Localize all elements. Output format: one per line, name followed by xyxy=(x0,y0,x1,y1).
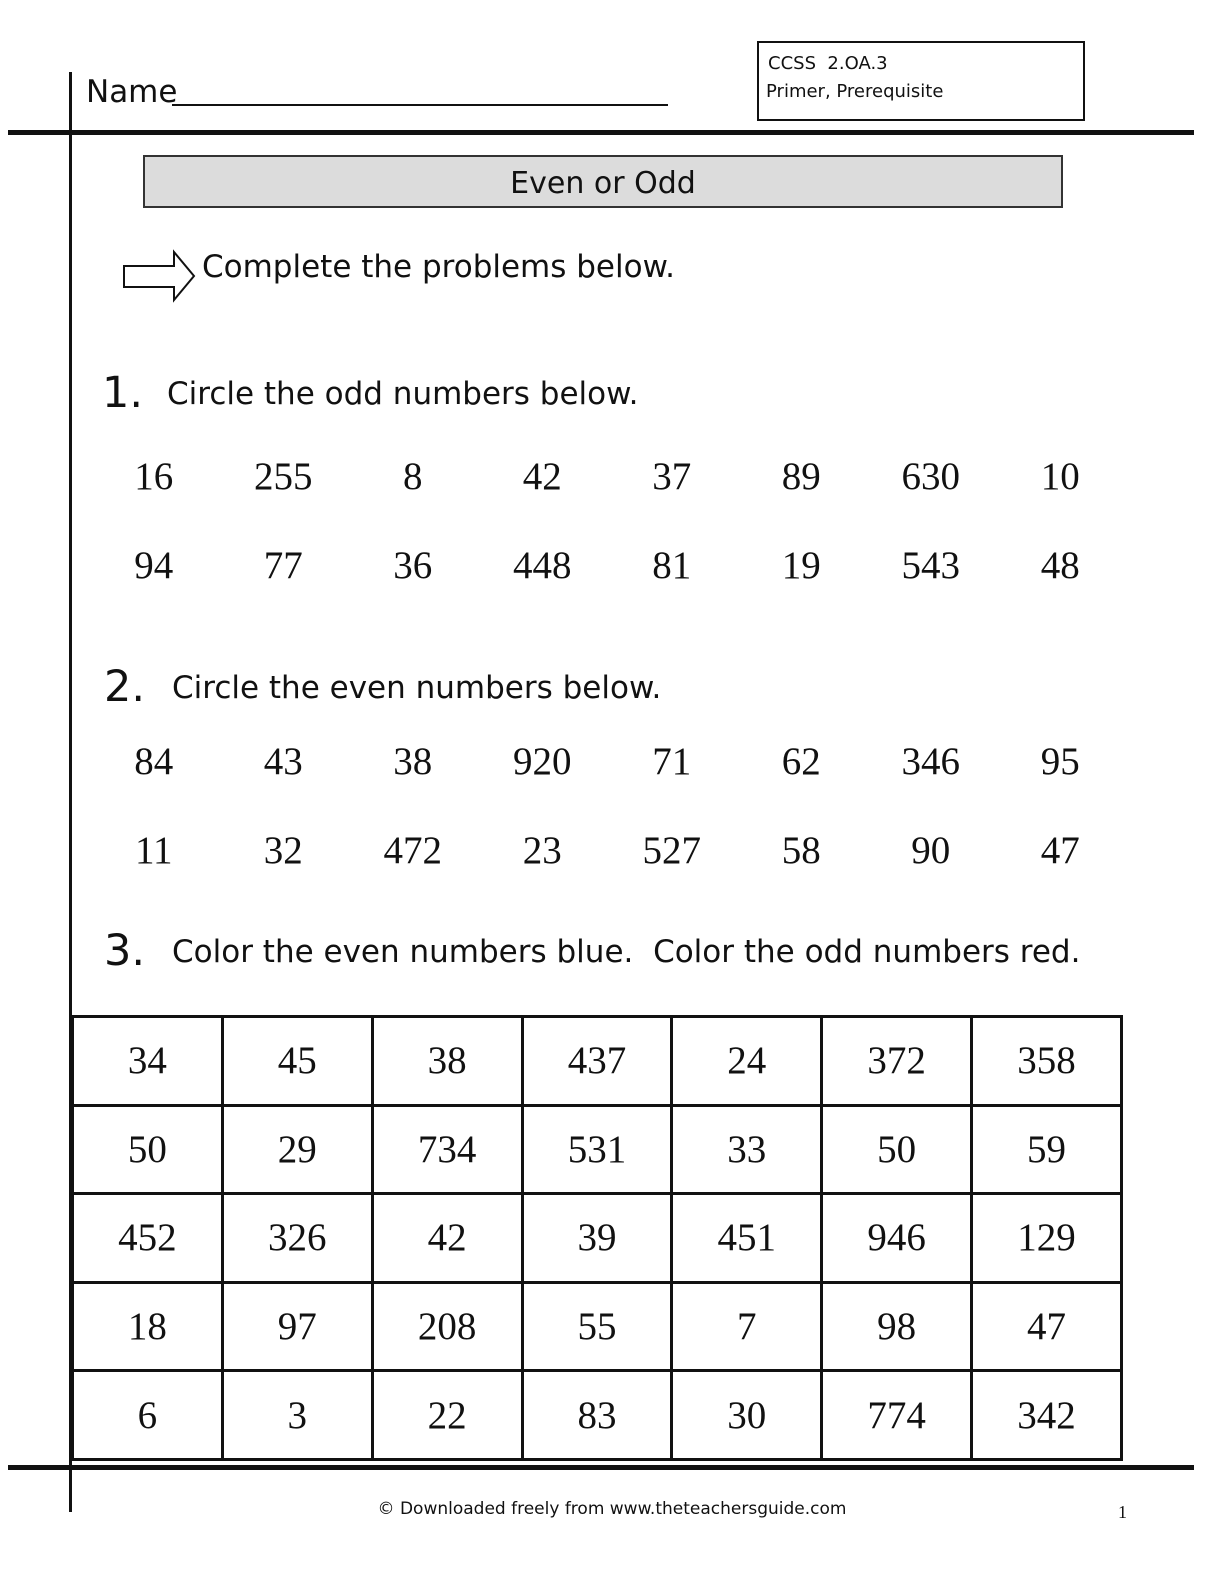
grid-cell[interactable]: 342 xyxy=(972,1371,1122,1460)
problem-1-prompt: Circle the odd numbers below. xyxy=(167,376,639,412)
number-item[interactable]: 47 xyxy=(1040,829,1080,872)
grid-cell[interactable]: 208 xyxy=(372,1282,522,1371)
instruction-text: Complete the problems below. xyxy=(202,249,675,285)
grid-cell[interactable]: 47 xyxy=(972,1282,1122,1371)
name-label: Name xyxy=(86,74,178,110)
grid-cell[interactable]: 129 xyxy=(972,1194,1122,1283)
problem-2-row-1 xyxy=(89,737,1125,787)
color-grid xyxy=(71,1015,1123,1461)
grid-cell[interactable]: 24 xyxy=(672,1017,822,1106)
number-item[interactable]: 95 xyxy=(1040,740,1080,783)
grid-cell[interactable]: 437 xyxy=(522,1017,672,1106)
grid-cell[interactable]: 83 xyxy=(522,1371,672,1460)
grid-row xyxy=(73,1371,1122,1460)
number-item[interactable]: 23 xyxy=(522,829,562,872)
number-item[interactable]: 32 xyxy=(263,829,303,872)
number-item[interactable]: 42 xyxy=(522,455,562,498)
grid-cell[interactable]: 451 xyxy=(672,1194,822,1283)
grid-cell[interactable]: 326 xyxy=(222,1194,372,1283)
problem-2-prompt: Circle the even numbers below. xyxy=(172,670,662,706)
header-rule xyxy=(8,130,1194,135)
number-item[interactable]: 77 xyxy=(263,544,303,587)
number-item[interactable]: 43 xyxy=(263,740,303,783)
standards-box xyxy=(757,41,1085,121)
number-item[interactable]: 36 xyxy=(393,544,433,587)
grid-cell[interactable]: 734 xyxy=(372,1105,522,1194)
grid-cell[interactable]: 39 xyxy=(522,1194,672,1283)
grid-cell[interactable]: 42 xyxy=(372,1194,522,1283)
grid-cell[interactable]: 7 xyxy=(672,1282,822,1371)
number-item[interactable]: 71 xyxy=(652,740,692,783)
number-item[interactable]: 62 xyxy=(781,740,821,783)
problem-1-row-2 xyxy=(89,541,1125,591)
grid-cell[interactable]: 55 xyxy=(522,1282,672,1371)
number-item[interactable]: 48 xyxy=(1040,544,1080,587)
grid-cell[interactable]: 30 xyxy=(672,1371,822,1460)
number-item[interactable]: 38 xyxy=(393,740,433,783)
grid-row xyxy=(73,1282,1122,1371)
number-item[interactable]: 472 xyxy=(383,829,442,872)
number-item[interactable]: 10 xyxy=(1040,455,1080,498)
grid-cell[interactable]: 774 xyxy=(822,1371,972,1460)
grid-cell[interactable]: 97 xyxy=(222,1282,372,1371)
grid-cell[interactable]: 3 xyxy=(222,1371,372,1460)
problem-3-prompt: Color the even numbers blue. Color the odd numbers red. xyxy=(172,934,1081,970)
number-item[interactable]: 90 xyxy=(911,829,951,872)
problem-3-number: 3. xyxy=(104,926,146,976)
grid-cell[interactable]: 98 xyxy=(822,1282,972,1371)
grid-cell[interactable]: 34 xyxy=(73,1017,223,1106)
grid-cell[interactable]: 22 xyxy=(372,1371,522,1460)
number-item[interactable]: 19 xyxy=(781,544,821,587)
standard-code: CCSS 2.OA.3 xyxy=(768,53,888,74)
number-item[interactable]: 920 xyxy=(513,740,572,783)
grid-cell[interactable]: 59 xyxy=(972,1105,1122,1194)
grid-cell[interactable]: 372 xyxy=(822,1017,972,1106)
number-item[interactable]: 81 xyxy=(652,544,692,587)
grid-cell[interactable]: 38 xyxy=(372,1017,522,1106)
name-field[interactable] xyxy=(172,104,668,106)
grid-cell[interactable]: 946 xyxy=(822,1194,972,1283)
right-arrow-icon xyxy=(122,249,198,305)
page-title: Even or Odd xyxy=(510,166,696,201)
title-banner xyxy=(143,155,1063,208)
number-item[interactable]: 527 xyxy=(642,829,701,872)
grid-cell[interactable]: 531 xyxy=(522,1105,672,1194)
number-item[interactable]: 630 xyxy=(901,455,960,498)
problem-1-number: 1. xyxy=(102,368,144,418)
number-item[interactable]: 84 xyxy=(134,740,174,783)
grid-cell[interactable]: 50 xyxy=(73,1105,223,1194)
grid-row xyxy=(73,1017,1122,1106)
number-item[interactable]: 89 xyxy=(781,455,821,498)
number-item[interactable]: 37 xyxy=(652,455,692,498)
page-number: 1 xyxy=(1118,1502,1127,1522)
number-item[interactable]: 255 xyxy=(254,455,313,498)
grid-cell[interactable]: 452 xyxy=(73,1194,223,1283)
number-item[interactable]: 16 xyxy=(134,455,174,498)
number-item[interactable]: 543 xyxy=(901,544,960,587)
footer-rule xyxy=(8,1465,1194,1470)
problem-2-row-2 xyxy=(89,826,1125,876)
number-item[interactable]: 11 xyxy=(134,829,173,872)
grid-cell[interactable]: 6 xyxy=(73,1371,223,1460)
number-item[interactable]: 58 xyxy=(781,829,821,872)
grid-row xyxy=(73,1194,1122,1283)
grid-cell[interactable]: 45 xyxy=(222,1017,372,1106)
grid-cell[interactable]: 50 xyxy=(822,1105,972,1194)
grid-cell[interactable]: 358 xyxy=(972,1017,1122,1106)
grid-cell[interactable]: 18 xyxy=(73,1282,223,1371)
grid-row xyxy=(73,1105,1122,1194)
grid-cell[interactable]: 29 xyxy=(222,1105,372,1194)
number-item[interactable]: 346 xyxy=(901,740,960,783)
footer-credit: © Downloaded freely from www.theteachersguide.com xyxy=(377,1499,847,1519)
number-item[interactable]: 94 xyxy=(134,544,174,587)
number-item[interactable]: 448 xyxy=(513,544,572,587)
number-item[interactable]: 8 xyxy=(403,455,423,498)
problem-1-row-1 xyxy=(89,452,1125,502)
problem-2-number: 2. xyxy=(104,662,146,712)
grid-cell[interactable]: 33 xyxy=(672,1105,822,1194)
standard-level: Primer, Prerequisite xyxy=(766,81,944,102)
